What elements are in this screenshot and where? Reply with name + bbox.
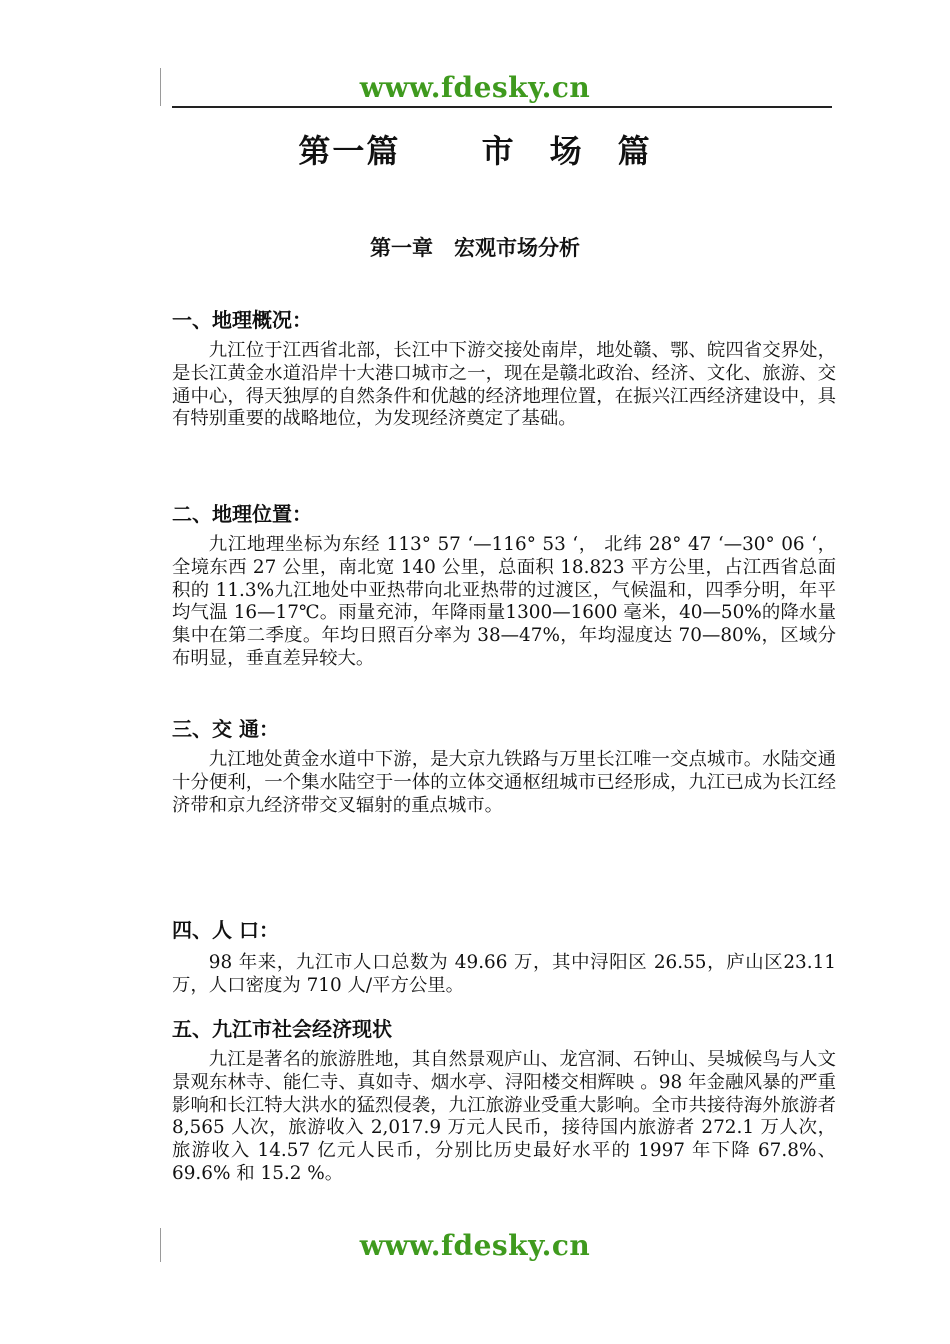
section-heading-transportation: 三、交 通： bbox=[172, 717, 279, 741]
header-site-url[interactable]: www.fdesky.cn bbox=[359, 71, 591, 104]
section-body-socioeconomic-status: 九江是著名的旅游胜地，其自然景观庐山、龙宫洞、石钟山、吴城候鸟与人文景观东林寺、能仁寺、真如寺、烟水亭、浔阳楼交相辉映 。98 年金融风暴的严重影响和长江特大洪水的猛烈侵袭，九江旅游业受重大影响。全市共接待海外旅游者 8,565 人次，旅游收入 2,017.9 万元人民币，接待国内旅游者 272.1 万人次，旅游收入 14.57 亿元人民币，分别比历史最好水平的 1997 年下降 67.8%、69.6% 和 15.2 %。 bbox=[172, 1049, 836, 1184]
section-body-geographic-location: 九江地理坐标为东经 113° 57 ‘—116° 53 ‘， 北纬 28° 47 ‘—30° 06 ‘，全境东西 27 公里，南北宽 140 公里，总面积 18.823 平方公里，占江西省总面积的 11.3%九江地处中亚热带向北亚热带的过渡区，气候温和，四季分明，年平均气温 16—17℃。雨量充沛，年降雨量1300—1600 毫米，40—50%的降水量集中在第二季度。年均日照百分率为 38—47%，年均湿度达 70—80%，区域分布明显，垂直差异较大。 bbox=[172, 534, 836, 669]
section-heading-geographic-location: 二、地理位置： bbox=[172, 502, 312, 526]
section-body-population: 98 年来，九江市人口总数为 49.66 万，其中浔阳区 26.55，庐山区23.11 万，人口密度为 710 人/平方公里。 bbox=[172, 952, 836, 996]
chapter-title: 第一章 宏观市场分析 bbox=[370, 236, 580, 260]
section-heading-socioeconomic-status: 五、九江市社会经济现状 bbox=[172, 1017, 392, 1041]
part-title: 第一篇 市 场 篇 bbox=[298, 132, 652, 170]
section-body-transportation: 九江地处黄金水道中下游，是大京九铁路与万里长江唯一交点城市。水陆交通十分便利，一个集水陆空于一体的立体交通枢纽城市已经形成，九江已成为长江经济带和京九经济带交叉辐射的重点城市。 bbox=[172, 749, 836, 816]
section-heading-geography-overview: 一、地理概况： bbox=[172, 308, 312, 332]
footer-site-url[interactable]: www.fdesky.cn bbox=[359, 1229, 591, 1262]
section-body-geography-overview: 九江位于江西省北部，长江中下游交接处南岸，地处赣、鄂、皖四省交界处，是长江黄金水道沿岸十大港口城市之一，现在是赣北政治、经济、文化、旅游、交通中心，得天独厚的自然条件和优越的经济地理位置，在振兴江西经济建设中，具有特别重要的战略地位，为发现经济奠定了基础。 bbox=[172, 340, 836, 430]
section-heading-population: 四、人 口： bbox=[172, 918, 279, 942]
header-rule bbox=[172, 106, 832, 108]
